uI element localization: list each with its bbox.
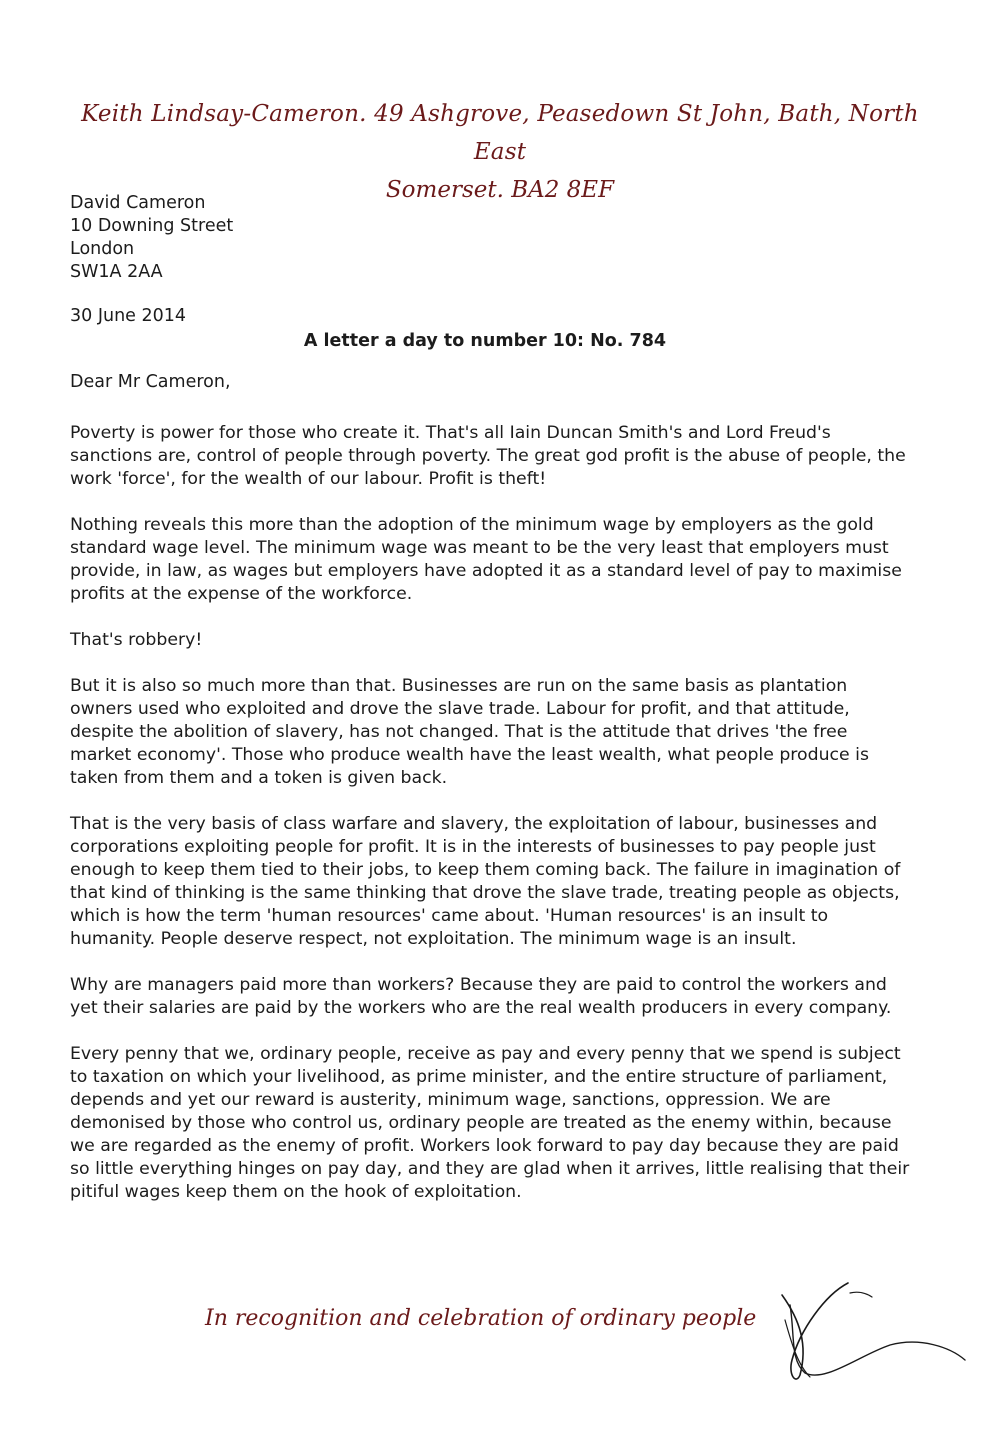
body-paragraph: Every penny that we, ordinary people, receive as pay and every penny that we spend is subject to taxation on which your livelihood, as prime minister, and the entire structure of parliament, depends and yet our reward is austerity, minimum wage, sanctions, oppression. We are demonised by those who control us, ordinary people are treated as the enemy within, because we are regarded as the enemy of profit. Workers look forward to pay day because they are paid so little everything hinges on pay day, and they are glad when it arrives, little realising that their pitiful wages keep them on the hook of exploitation. [70,1044,910,1202]
recipient-name: David Cameron [70,193,206,213]
salutation: Dear Mr Cameron, [70,372,231,392]
sender-address-line-1: Keith Lindsay-Cameron. 49 Ashgrove, Peasedown St John, Bath, North East [81,101,919,165]
body-paragraph: Nothing reveals this more than the adoption of the minimum wage by employers as the gold standard wage level. The minimum wage was meant to be the very least that employers must provide, in law, as wages but employers have adopted it as a standard level of pay to maximise profits at the expense of the workforce. [70,515,902,604]
recipient-city: London [70,239,135,259]
sender-address-line-2: Somerset. BA2 8EF [385,177,615,203]
body-paragraph: Why are managers paid more than workers? Because they are paid to control the workers and yet their salaries are paid by the workers who are the real wealth producers in every company. [70,975,892,1018]
signature [770,1275,970,1385]
body-paragraph: But it is also so much more than that. Businesses are run on the same basis as plantation owners used who exploited and drove the slave trade. Labour for profit, and that attitude, despite the abolition of slavery, has not changed. That is the attitude that drives 'the free market economy'. Those who produce wealth have the least wealth, what people produce is taken from them and a token is given back. [70,676,869,788]
recipient-address [70,192,233,284]
body-paragraph: Poverty is power for those who create it. That's all Iain Duncan Smith's and Lord Freud's sanctions are, control of people through poverty. The great god profit is the abuse of people, the work 'force', for the wealth of our labour. Profit is theft! [70,423,906,489]
body-paragraph: That is the very basis of class warfare and slavery, the exploitation of labour, businesses and corporations exploiting people for profit. It is in the interests of businesses to pay people just enough to keep them tied to their jobs, to keep them coming back. The failure in imagination of that kind of thinking is the same thinking that drove the slave trade, treating people as objects, which is how the term 'human resources' came about. 'Human resources' is an insult to humanity. People deserve respect, not exploitation. The minimum wage is an insult. [70,814,901,949]
recipient-street: 10 Downing Street [70,216,234,236]
body-paragraph: That's robbery! [70,630,203,650]
recipient-postcode: SW1A 2AA [70,262,163,282]
letter-body [70,422,910,1227]
letter-date: 30 June 2014 [70,306,187,326]
letter-title: A letter a day to number 10: No. 784 [303,331,667,351]
closing-line: In recognition and celebration of ordinary people [205,1306,757,1331]
